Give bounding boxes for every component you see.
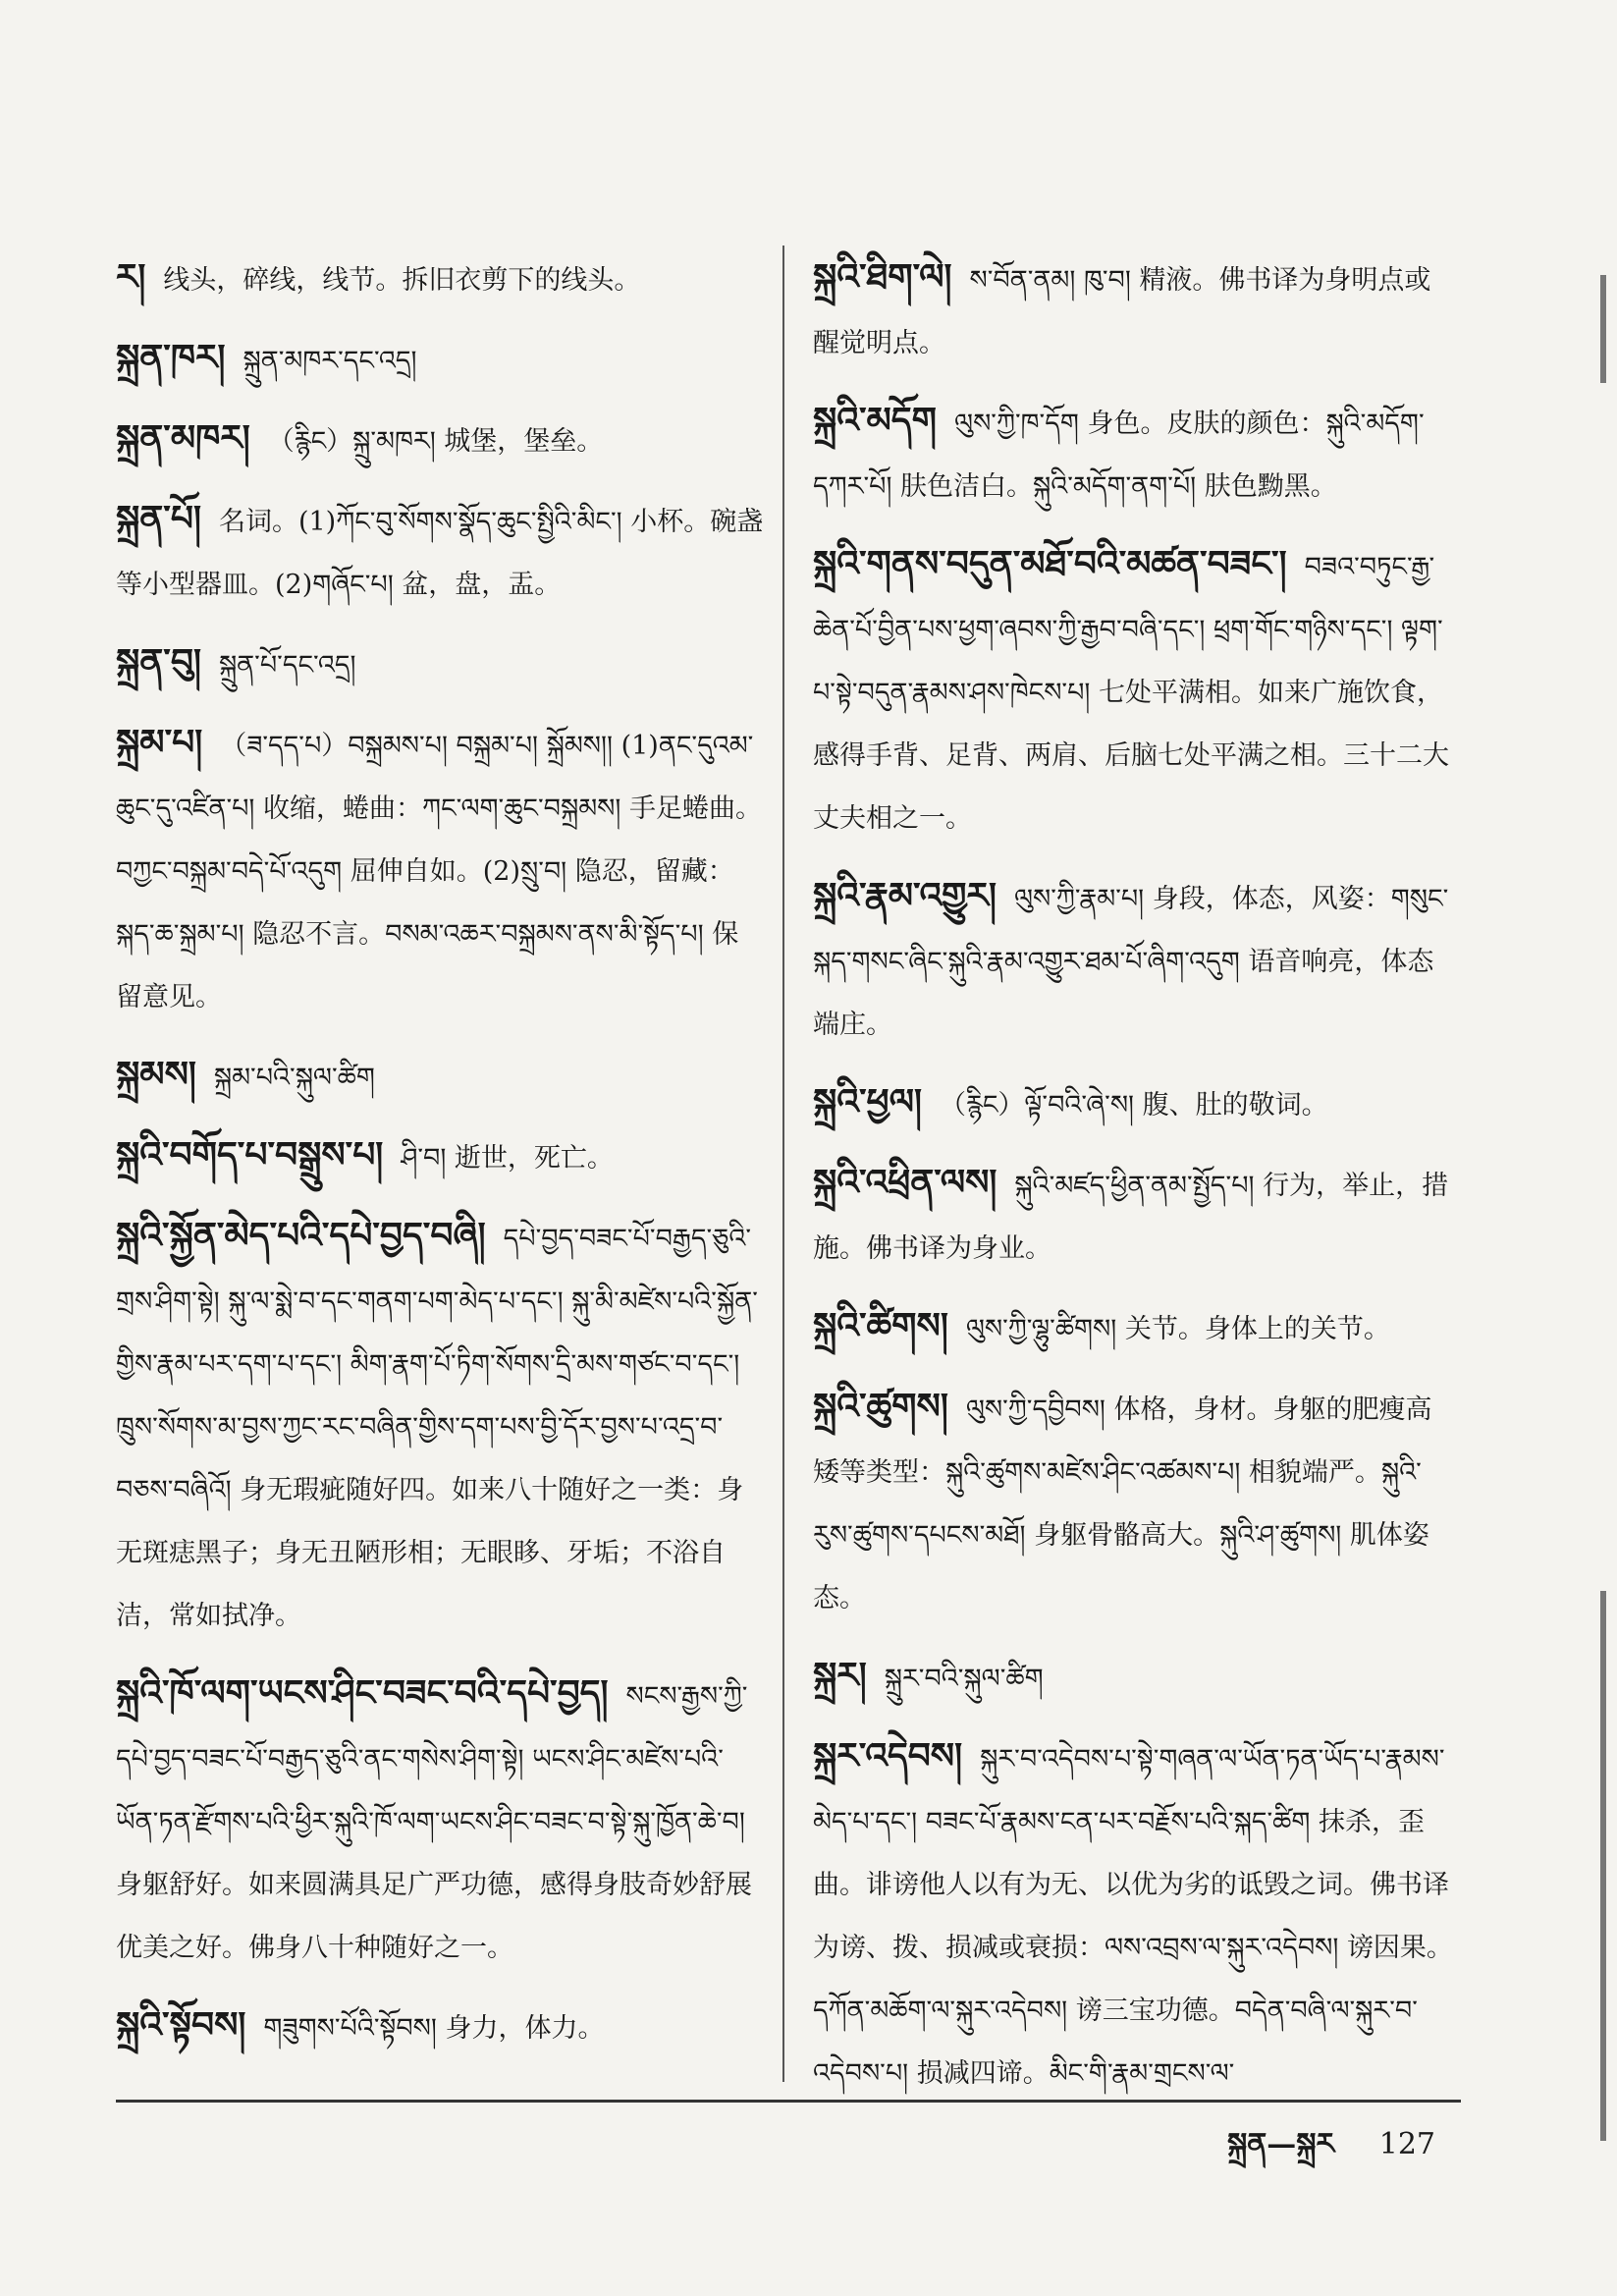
dictionary-entry <box>116 1662 764 1980</box>
entry-definition: （རྙིང）སྐྲུ་མཁར། 城堡，堡垒。 <box>267 426 604 457</box>
page-footer <box>1227 2111 1435 2194</box>
dictionary-entry <box>116 1204 764 1648</box>
right-column <box>813 246 1456 2119</box>
entry-definition: ཤི་བ། 逝世，死亡。 <box>401 1143 614 1174</box>
entry-headword: སྐྲན་མཁར། <box>116 417 250 459</box>
entry-definition: སྐྲུན་མཁར་དང་འདྲ། <box>243 346 417 376</box>
dictionary-entry <box>813 246 1456 375</box>
dictionary-entry <box>116 711 764 1029</box>
dictionary-entry <box>116 407 764 473</box>
footer-range: སྐྲན—སྐྲར <box>1227 2127 1335 2161</box>
entry-headword: སྐྲའི་ཚུགས། <box>813 1386 948 1427</box>
entry-definition: སངས་རྒྱས་ཀྱི་དཔེ་བྱད་བཟང་པོ་བརྒྱད་ཅུའི་ནང་གསེས་ཤིག་སྟེ། ཡངས་ཤིང་མཛེས་པའི་ཡོན་ཏན་རྫོགས་པའི་ཕྱིར་སྐུའི་ཁོ་ལག་ཡངས་ཤིང་བཟང་བ་སྟེ་སྐུ་ཁྱོན་ཆེ་བ། 身躯舒好。如来圆满具足广严功德，感得身肢奇妙舒展优美之好。佛身八十种随好之一。 <box>116 1681 752 1963</box>
dictionary-entry <box>813 1644 1456 1711</box>
entry-definition: ས་བོན་ནམ། ཁུ་བ། 精液。佛书译为身明点或醒觉明点。 <box>813 265 1431 358</box>
entry-definition: སྐུར་བ་འདེབས་པ་སྟེ་གཞན་ལ་ཡོན་ཏན་ཡོད་པ་རྣམས་མེད་པ་དང་། བཟང་པོ་རྣམས་ངན་པར་བརྗོས་པའི་སྐད་ཚིག 抹杀，歪曲。诽谤他人以有为无、以优为劣的诋毁之词。佛书译为谤、拨、损减或衰损：ལས་འབྲས་ལ་སྐུར་འདེབས། 谤因果。དཀོན་མཆོག་ལ་སྐུར་འདེབས། 谤三宝功德。བདེན་བཞི་ལ་སྐུར་བ་འདེབས་པ། 损减四谛。མིང་གི་རྣམ་གྲངས་ལ་ <box>813 1744 1453 2089</box>
entry-definition: བཟའ་བཏུང་རྒྱ་ཆེན་པོ་བྱིན་པས་ཕྱག་ཞབས་ཀྱི་རྒྱབ་བཞི་དང་། ཕྲག་གོང་གཉིས་དང་། ལྟག་པ་སྟེ་བདུན་རྣམས་ཤས་ཁེངས་པ། 七处平满相。如来广施饮食，感得手背、足背、两肩、后脑七处平满之相。三十二大丈夫相之一。 <box>813 552 1449 834</box>
entry-headword: སྐྲམ་པ། <box>116 722 203 763</box>
entry-headword: ར། <box>116 256 146 298</box>
entry-definition: 线头，碎线，线节。拆旧衣剪下的线头。 <box>163 265 641 296</box>
column-divider <box>782 246 784 2082</box>
entry-definition: སྐྲུན་པོ་དང་འདྲ། <box>218 650 356 681</box>
dictionary-entry <box>116 246 764 312</box>
dictionary-entry <box>116 1043 764 1110</box>
dictionary-entry <box>813 1151 1456 1281</box>
entry-definition: 名词。(1)ཀོང་བུ་སོགས་སྣོད་ཆུང་སྤྱིའི་མིང་། 小杯。碗盏等小型器皿。(2)གཞོང་པ། 盆，盘，盂。 <box>116 507 764 600</box>
entry-headword: སྐྲམས། <box>116 1054 196 1095</box>
dictionary-entry <box>116 326 764 393</box>
entry-definition: སྐྲུར་བའི་སྐུལ་ཚིག <box>884 1664 1044 1694</box>
entry-definition: དཔེ་བྱད་བཟང་པོ་བརྒྱད་ཅུའི་གྲས་ཤིག་སྟེ། སྐུ་ལ་སྨེ་བ་དང་གནག་པག་མེད་པ་དང་། སྐུ་མི་མཛེས་པའི་སྐྱོན་གྱིས་རྣམ་པར་དག་པ་དང་། མིག་རྣག་པོ་ཏིག་སོགས་དྲི་མས་གཙང་བ་དང་། ཁྲུས་སོགས་མ་བྱས་ཀྱང་རང་བཞིན་གྱིས་དག་པས་བྱི་དོར་བྱས་པ་འདྲ་བ་བཅས་བཞིའོ། 身无瑕疵随好四。如来八十随好之一类：身无斑痣黑子；身无丑陋形相；无眼眵、牙垢；不浴自洁，常如拭净。 <box>116 1224 758 1631</box>
entry-headword: སྐྲའི་ཚིགས། <box>813 1305 948 1346</box>
dictionary-entry <box>813 1375 1456 1630</box>
dictionary-entry <box>813 389 1456 519</box>
entry-headword: སྐྲའི་གནས་བདུན་མཐོ་བའི་མཚན་བཟང་། <box>813 543 1287 584</box>
footer-rule <box>116 2100 1461 2103</box>
entry-headword: སྐྲའི་སྟོབས། <box>116 2004 246 2046</box>
entry-headword: སྐྲའི་འཕྲིན་ལས། <box>813 1162 997 1203</box>
entry-definition: སྐུའི་མཛད་ཕྱིན་ནམ་སྤྱོད་པ། 行为，举止，措施。佛书译为身业。 <box>813 1171 1449 1264</box>
entry-headword: སྐྲའི་ཐིག་ལེ། <box>813 256 952 298</box>
edge-scan-mark <box>1600 275 1606 383</box>
entry-headword: སྐྲན་པོ། <box>116 498 201 539</box>
entry-headword: སྐྲར། <box>813 1655 867 1696</box>
entry-definition: ལུས་ཀྱི་ལྷུ་ཚིགས། 关节。身体上的关节。 <box>965 1314 1390 1344</box>
dictionary-entry <box>116 487 764 617</box>
dictionary-entry <box>813 532 1456 850</box>
entry-headword: སྐྲའི་ཁོ་ལག་ཡངས་ཤིང་བཟང་བའི་དཔེ་བྱད། <box>116 1672 609 1714</box>
entry-headword: སྐྲའི་ཕྱལ། <box>813 1081 923 1122</box>
entry-headword: སྐྲན་བུ། <box>116 641 201 683</box>
left-column <box>116 246 764 2074</box>
entry-definition: （རྙིང）ལྟོ་བའི་ཞེ་ས། 腹、肚的敬词。 <box>940 1090 1328 1121</box>
dictionary-entry <box>116 1123 764 1190</box>
dictionary-entry <box>813 864 1456 1057</box>
entry-definition: ལུས་ཀྱི་དབྱིབས། 体格，身材。身躯的肥瘦高矮等类型：སྐུའི་ཚུགས་མཛེས་ཤིང་འཚམས་པ། 相貌端严。སྐུའི་རུས་ཚུགས་དཔངས་མཐོ། 身躯骨骼高大。སྐུའི་ཤ་ཚུགས། 肌体姿态。 <box>813 1394 1432 1613</box>
dictionary-entry <box>116 1994 764 2060</box>
edge-scan-mark <box>1600 1591 1606 2141</box>
entry-headword: སྐྲའི་སྐྱོན་མེད་པའི་དཔེ་བྱད་བཞི། <box>116 1215 486 1256</box>
page-number: 127 <box>1378 2127 1436 2161</box>
entry-headword: སྐྲར་འདེབས། <box>813 1735 963 1777</box>
dictionary-entry <box>813 1070 1456 1137</box>
dictionary-entry <box>813 1724 1456 2105</box>
entry-definition: （ཟ་དད་པ）བསྐྲམས་པ། བསྐྲམ་པ། སྐྲོམས།། (1)ནང་དུའམ་ཆུང་དུ་འཛིན་པ། 收缩，蜷曲：ཀང་ལག་ཆུང་བསྐྲམས། 手足蜷曲。བཀྱང་བསྐྲམ་བདེ་པོ་འདུག 屈伸自如。(2)སྲུ་བ། 隐忍，留藏：སྐད་ཆ་སྐྲམ་པ། 隐忍不言。བསམ་འཆར་བསྐྲམས་ནས་མི་སྟོད་པ། 保留意见。 <box>116 731 762 1012</box>
dictionary-entry <box>813 1294 1456 1361</box>
dictionary-entry <box>116 630 764 697</box>
entry-definition: ལུས་ཀྱི་རྣམ་པ། 身段，体态，风姿：གསུང་སྐད་གསང་ཞིང་སྐུའི་རྣམ་འགྱུར་ཐམ་པོ་ཞིག་འདུག 语音响亮，体态端庄。 <box>813 884 1449 1040</box>
entry-headword: སྐྲའི་རྣམ་འགྱུར། <box>813 875 997 916</box>
entry-headword: སྐྲའི་མདོག <box>813 400 938 441</box>
entry-headword: སྐྲན་ཁར། <box>116 337 226 378</box>
entry-headword: སྐྲའི་བགོད་པ་བསྒྲུས་པ། <box>116 1134 384 1175</box>
entry-definition: ལུས་ཀྱི་ཁ་དོག 身色。皮肤的颜色：སྐུའི་མདོག་དཀར་པོ། 肤色洁白。སྐུའི་མདོག་ནག་པོ། 肤色黝黑。 <box>813 409 1425 502</box>
entry-definition: སྐྲམ་པའི་སྐུལ་ཚིག <box>213 1063 375 1093</box>
entry-definition: གཟུགས་པོའི་སྟོབས། 身力，体力。 <box>263 2013 605 2044</box>
